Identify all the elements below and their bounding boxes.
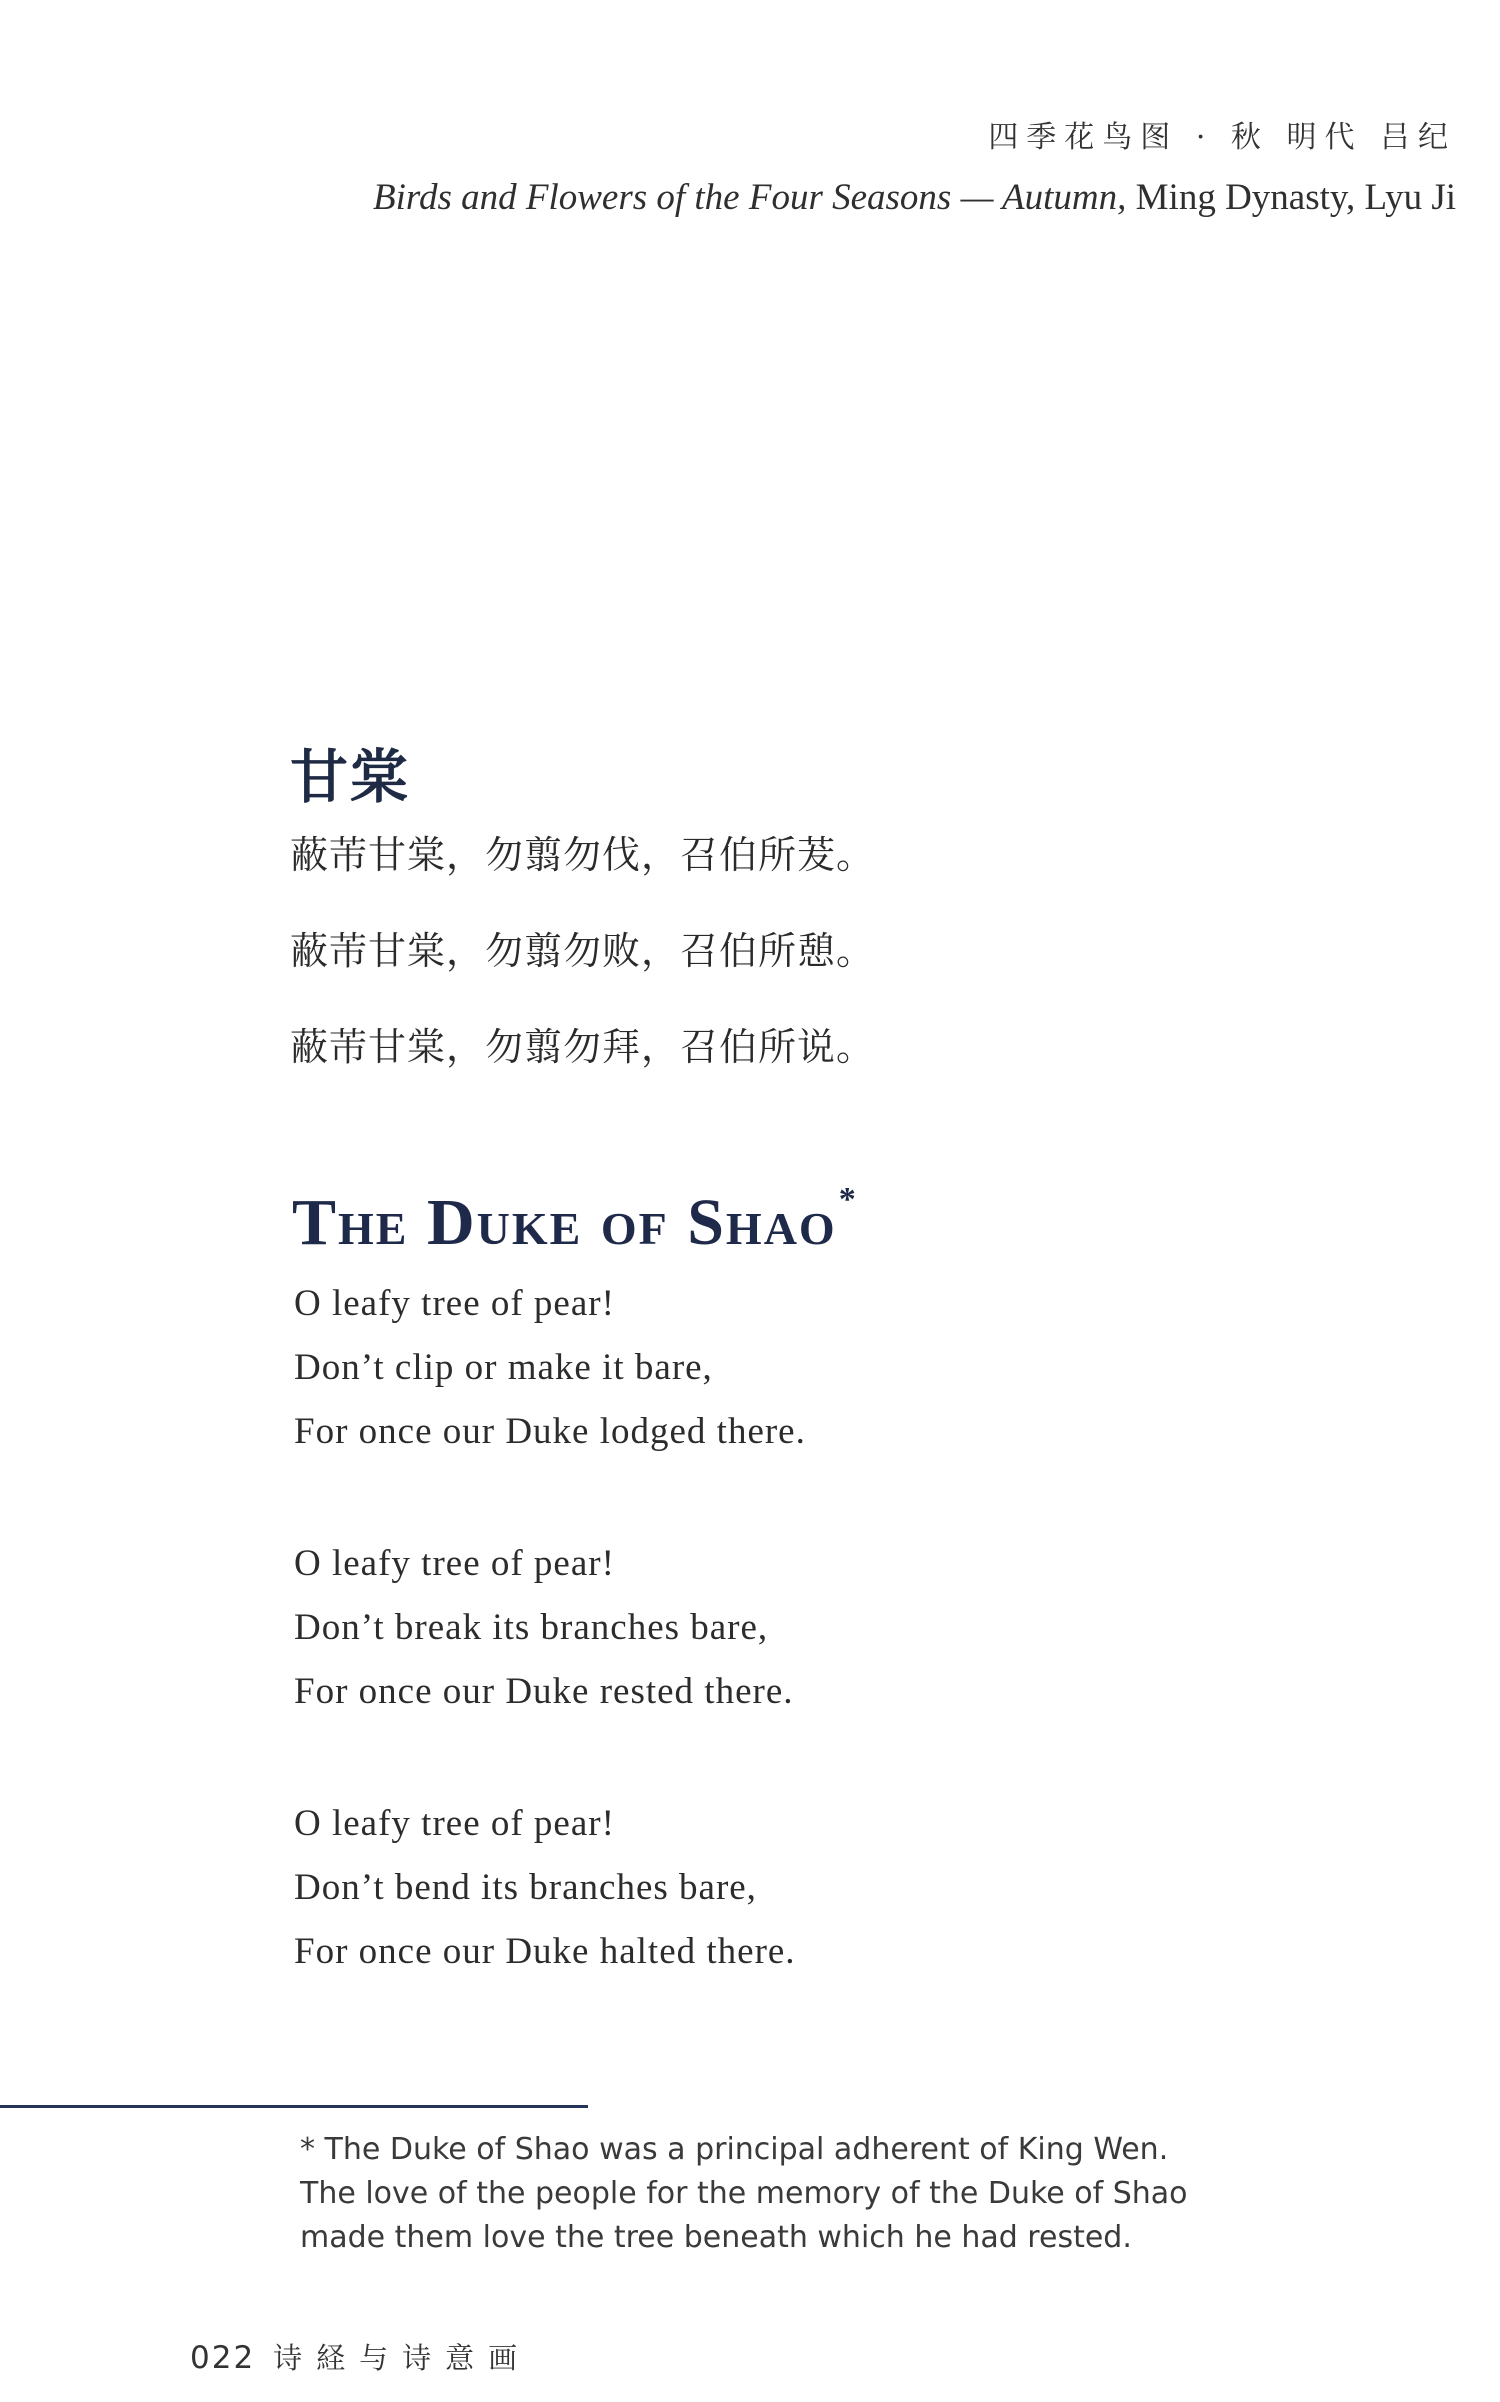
poem-line: O leafy tree of pear! <box>294 1283 615 1324</box>
footnote-divider <box>0 2105 588 2108</box>
poem-line: For once our Duke rested there. <box>294 1671 794 1712</box>
poem-line: Don’t clip or make it bare, <box>294 1347 713 1388</box>
illustration-caption-english <box>373 176 1456 219</box>
poem-line: O leafy tree of pear! <box>294 1803 615 1844</box>
footnote-line: made them love the tree beneath which he had rested. <box>300 2220 1132 2255</box>
footnote-line: The love of the people for the memory of the Duke of Shao <box>300 2176 1188 2211</box>
chinese-poem-line: 蔽芾甘棠，勿翦勿伐，召伯所茇。 <box>290 833 876 877</box>
poem-line: For once our Duke lodged there. <box>294 1411 806 1452</box>
book-title: 诗経与诗意画 <box>273 2341 532 2375</box>
chinese-poem-line: 蔽芾甘棠，勿翦勿拜，召伯所说。 <box>290 1025 876 1069</box>
poem-line: Don’t break its branches bare, <box>294 1607 769 1648</box>
poem-line: Don’t bend its branches bare, <box>294 1867 757 1908</box>
english-poem-title <box>292 1181 858 1261</box>
poem-line: For once our Duke halted there. <box>294 1931 796 1972</box>
poem-line: O leafy tree of pear! <box>294 1543 615 1584</box>
footnote-line: * The Duke of Shao was a principal adherent of King Wen. <box>300 2132 1169 2167</box>
english-poem-title-text: The Duke of Shao <box>292 1186 837 1259</box>
page-footer <box>190 2336 531 2377</box>
caption-painting-title: Birds and Flowers of the Four Seasons — Autumn, <box>373 177 1127 218</box>
caption-dynasty-artist: Ming Dynasty, Lyu Ji <box>1126 177 1456 218</box>
footnote <box>300 2128 1220 2260</box>
illustration-caption-chinese: 四季花鸟图 · 秋 明代 吕纪 <box>988 120 1456 155</box>
footnote-marker: * <box>838 1181 858 1218</box>
page-number: 022 <box>190 2340 256 2376</box>
chinese-poem-title: 甘棠 <box>290 743 411 811</box>
chinese-poem-line: 蔽芾甘棠，勿翦勿败，召伯所憩。 <box>290 929 876 973</box>
